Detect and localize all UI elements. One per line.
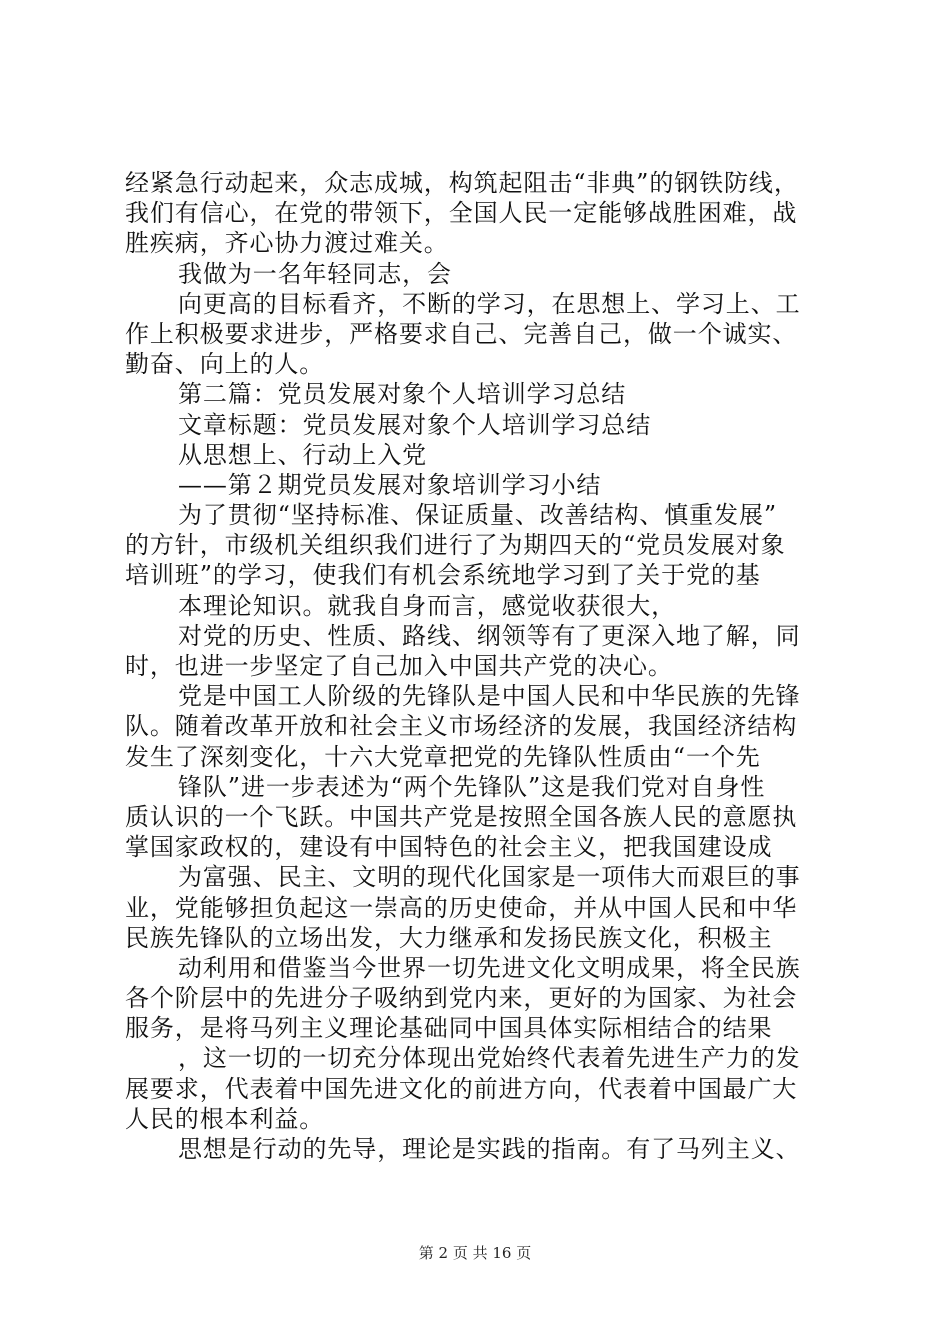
- text-line: 掌国家政权的，建设有中国特色的社会主义，把我国建设成: [125, 833, 773, 862]
- text-line: 对党的历史、性质、路线、纲领等有了更深入地了解，同: [178, 621, 801, 650]
- text-line: 为了贯彻“坚持标准、保证质量、改善结构、慎重发展”: [178, 501, 778, 530]
- text-line: 培训班”的学习，使我们有机会系统地学习到了关于党的基: [125, 561, 761, 590]
- text-line: 队。随着改革开放和社会主义市场经济的发展，我国经济结构: [125, 712, 798, 741]
- text-line: 我做为一名年轻同志，会: [178, 259, 452, 288]
- text-line: 胜疾病，齐心协力渡过难关。: [125, 229, 449, 258]
- text-line: 发生了深刻变化，十六大党章把党的先锋队性质由“一个先: [125, 742, 761, 771]
- text-line: 第二篇：党员发展对象个人培训学习总结: [178, 380, 627, 409]
- text-line: 作上积极要求进步，严格要求自己、完善自己，做一个诚实、: [125, 319, 798, 348]
- text-line: 文章标题：党员发展对象个人培训学习总结: [178, 410, 652, 439]
- text-line: 本理论知识。就我自身而言，感觉收获很大，: [178, 591, 676, 620]
- text-line: 业，党能够担负起这一崇高的历史使命，并从中国人民和中华: [125, 893, 798, 922]
- page-footer: 第 2 页 共 16 页: [418, 1244, 532, 1262]
- text-line: 民族先锋队的立场出发，大力继承和发扬民族文化，积极主: [125, 923, 773, 952]
- text-line: 服务，是将马列主义理论基础同中国具体实际相结合的结果: [125, 1014, 773, 1043]
- text-line: 勤奋、向上的人。: [125, 350, 325, 379]
- text-line: 锋队”进一步表述为“两个先锋队”这是我们党对自身性: [178, 772, 766, 801]
- text-line: 向更高的目标看齐，不断的学习，在思想上、学习上、工: [178, 289, 801, 318]
- text-line: 动利用和借鉴当今世界一切先进文化文明成果，将全民族: [178, 953, 801, 982]
- text-line: ——第２期党员发展对象培训学习小结: [178, 470, 602, 499]
- text-line: 质认识的一个飞跃。中国共产党是按照全国各族人民的意愿执: [125, 802, 798, 831]
- text-line: 党是中国工人阶级的先锋队是中国人民和中华民族的先锋: [178, 682, 801, 711]
- text-line: 时，也进一步坚定了自己加入中国共产党的决心。: [125, 652, 673, 680]
- text-line: 为富强、民主、文明的现代化国家是一项伟大而艰巨的事: [178, 863, 801, 892]
- text-line: 经紧急行动起来，众志成城，构筑起阻击“非典”的钢铁防线，: [125, 169, 799, 197]
- text-line: 展要求，代表着中国先进文化的前进方向，代表着中国最广大: [125, 1074, 798, 1103]
- text-line: 我们有信心，在党的带领下，全国人民一定能够战胜困难，战: [125, 199, 798, 228]
- text-line: 人民的根本利益。: [125, 1104, 325, 1133]
- text-line: 思想是行动的先导，理论是实践的指南。有了马列主义、: [178, 1135, 801, 1163]
- text-line: 的方针，市级机关组织我们进行了为期四天的“党员发展对象: [125, 531, 786, 560]
- text-line: ，这一切的一切充分体现出党始终代表着先进生产力的发: [178, 1044, 801, 1073]
- text-line: 从思想上、行动上入党: [178, 440, 427, 469]
- body-text: [125, 168, 833, 1164]
- text-line: 各个阶层中的先进分子吸纳到党内来，更好的为国家、为社会: [125, 984, 798, 1013]
